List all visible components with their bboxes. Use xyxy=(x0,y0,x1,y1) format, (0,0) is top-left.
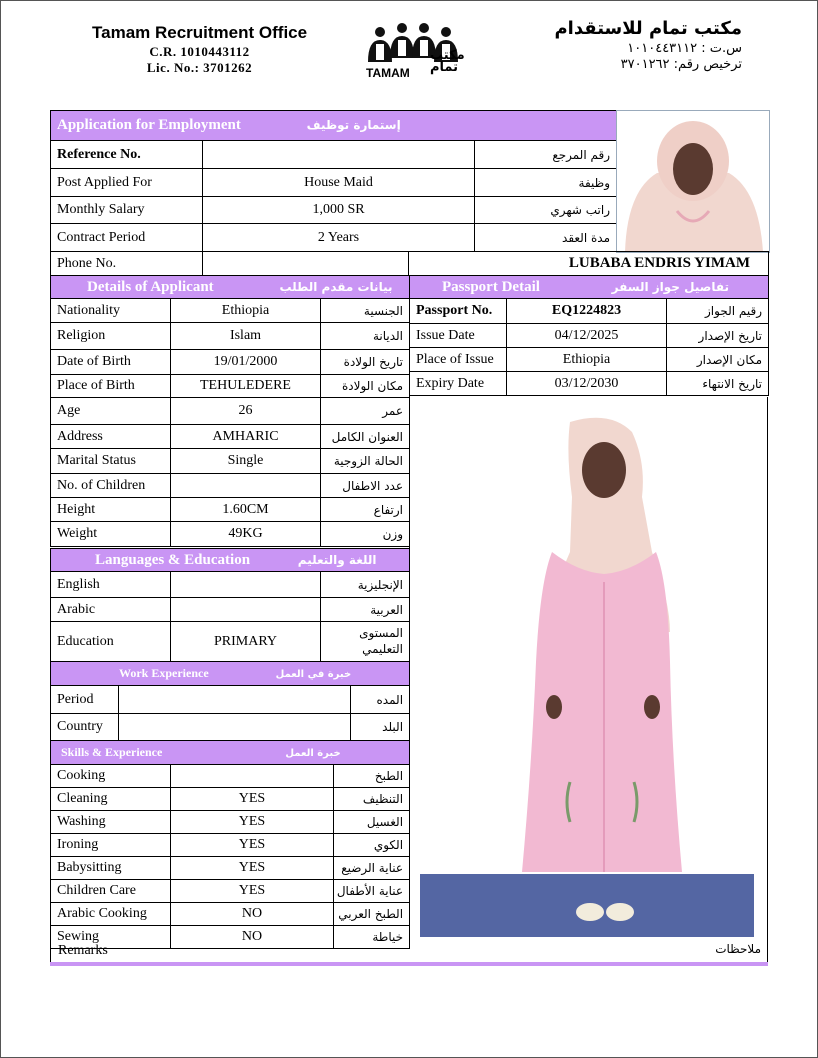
cleaning-label-ar: التنظيف xyxy=(334,788,410,811)
applicant-band xyxy=(51,276,410,299)
english-value xyxy=(171,572,321,598)
company-name-ar: مكتب تمام للاستقدام xyxy=(554,18,742,39)
nationality-value: Ethiopia xyxy=(171,299,321,323)
work-title-en: Work Experience xyxy=(119,666,209,680)
pob-label-ar: مكان الولادة xyxy=(321,375,410,398)
issue-date-value: 04/12/2025 xyxy=(507,324,667,348)
address-value: AMHARIC xyxy=(171,425,321,449)
nationality-label: Nationality xyxy=(51,299,171,323)
skills-title-en: Skills & Experience xyxy=(61,745,163,759)
skills-table xyxy=(50,740,410,949)
company-name-en: Tamam Recruitment Office xyxy=(92,23,308,42)
issue-date-label: Issue Date xyxy=(410,324,507,348)
arabic-cooking-label: Arabic Cooking xyxy=(51,903,171,926)
period-label-ar: المده xyxy=(351,686,410,714)
expiry-date-value: 03/12/2030 xyxy=(507,372,667,396)
application-band xyxy=(51,111,617,141)
address-label: Address xyxy=(51,425,171,449)
cooking-value xyxy=(171,765,334,788)
dob-label: Date of Birth xyxy=(51,350,171,375)
children-care-value: YES xyxy=(171,880,334,903)
languages-title-en: Languages & Education xyxy=(95,551,251,568)
languages-table xyxy=(50,548,410,662)
period-value xyxy=(119,686,351,714)
post-label: Post Applied For xyxy=(51,169,203,197)
children-label-ar: عدد الاطفال xyxy=(321,474,410,498)
sewing-value: NO xyxy=(171,926,334,949)
full-body-photo xyxy=(420,402,754,937)
reference-label: Reference No. xyxy=(51,141,203,169)
company-license-ar: ترخيص رقم: ٣٧٠١٢٦٢ xyxy=(620,56,742,72)
bottom-band xyxy=(50,962,768,966)
ironing-value: YES xyxy=(171,834,334,857)
post-label-ar: وظيفة xyxy=(475,169,617,197)
passport-band xyxy=(410,276,769,299)
children-label: No. of Children xyxy=(51,474,171,498)
country-value xyxy=(119,714,351,741)
education-label: Education xyxy=(51,622,171,662)
period-label: Period xyxy=(51,686,119,714)
applicant-name: LUBABA ENDRIS YIMAM xyxy=(409,252,769,276)
phone-name-row xyxy=(50,251,769,276)
arabic-value xyxy=(171,598,321,622)
washing-label: Washing xyxy=(51,811,171,834)
education-label-ar: المستوى التعليمي xyxy=(321,622,410,662)
company-cr-ar: س.ت : ١٠١٠٤٤٣١١٢ xyxy=(627,40,742,56)
children-care-label: Children Care xyxy=(51,880,171,903)
work-title-ar: خبرة في العمل xyxy=(275,669,352,680)
salary-label: Monthly Salary xyxy=(51,197,203,224)
weight-label-ar: وزن xyxy=(321,522,410,547)
ironing-label: Ironing xyxy=(51,834,171,857)
cleaning-value: YES xyxy=(171,788,334,811)
education-value: PRIMARY xyxy=(171,622,321,662)
height-label: Height xyxy=(51,498,171,522)
sewing-label-ar: خياطة xyxy=(334,926,410,949)
religion-label: Religion xyxy=(51,323,171,350)
dob-label-ar: تاريخ الولادة xyxy=(321,350,410,375)
address-label-ar: العنوان الكامل xyxy=(321,425,410,449)
company-license-en: Lic. No.: 3701262 xyxy=(146,60,253,75)
passport-title-en: Passport Detail xyxy=(442,278,540,295)
salary-label-ar: راتب شهري xyxy=(475,197,617,224)
passport-table xyxy=(409,275,769,396)
height-label-ar: ارتفاع xyxy=(321,498,410,522)
country-label: Country xyxy=(51,714,119,741)
salary-value: 1,000 SR xyxy=(203,197,475,224)
country-label-ar: البلد xyxy=(351,714,410,741)
age-value: 26 xyxy=(171,398,321,425)
age-label: Age xyxy=(51,398,171,425)
applicant-title-ar: بيانات مقدم الطلب xyxy=(279,279,393,294)
place-of-issue-label-ar: مكان الإصدار xyxy=(667,348,769,372)
reference-value xyxy=(203,141,475,169)
application-title-en: Application for Employment xyxy=(57,117,241,133)
logo-arabic-text: مكتب تمام xyxy=(430,48,465,75)
contract-value: 2 Years xyxy=(203,224,475,252)
issue-date-label-ar: تاريخ الإصدار xyxy=(667,324,769,348)
babysitting-label: Babysitting xyxy=(51,857,171,880)
company-logo xyxy=(362,22,484,80)
company-cr-en: C.R. 1010443112 xyxy=(149,44,250,59)
children-value xyxy=(171,474,321,498)
applicant-portrait-photo xyxy=(616,110,770,253)
applicant-title-en: Details of Applicant xyxy=(87,278,214,295)
full-body-image-icon xyxy=(420,402,754,937)
english-label-ar: الإنجليزية xyxy=(321,572,410,598)
work-band xyxy=(51,662,410,686)
religion-label-ar: الديانة xyxy=(321,323,410,350)
phone-value xyxy=(203,252,409,276)
post-value: House Maid xyxy=(203,169,475,197)
babysitting-value: YES xyxy=(171,857,334,880)
cooking-label-ar: الطبخ xyxy=(334,765,410,788)
washing-value: YES xyxy=(171,811,334,834)
application-title-ar: إستمارة توظيف xyxy=(306,118,401,132)
application-table xyxy=(50,110,617,252)
portrait-image-icon xyxy=(617,111,769,252)
children-care-label-ar: عناية الأطفال xyxy=(334,880,410,903)
weight-value: 49KG xyxy=(171,522,321,547)
remarks-row xyxy=(50,940,768,962)
babysitting-label-ar: عناية الرضيع xyxy=(334,857,410,880)
ironing-label-ar: الكوي xyxy=(334,834,410,857)
religion-value: Islam xyxy=(171,323,321,350)
logo-text: TAMAM xyxy=(366,66,410,80)
marital-value: Single xyxy=(171,449,321,474)
age-label-ar: عمر xyxy=(321,398,410,425)
expiry-date-label-ar: تاريخ الانتهاء xyxy=(667,372,769,396)
company-header-ar xyxy=(554,20,742,71)
full-body-photo-area xyxy=(409,397,768,940)
passport-no-label: Passport No. xyxy=(410,299,507,324)
cleaning-label: Cleaning xyxy=(51,788,171,811)
passport-title-ar: تفاصيل جواز السفر xyxy=(611,279,729,294)
contract-label-ar: مدة العقد xyxy=(475,224,617,252)
arabic-cooking-value: NO xyxy=(171,903,334,926)
washing-label-ar: الغسيل xyxy=(334,811,410,834)
skills-band xyxy=(51,741,410,765)
contract-label: Contract Period xyxy=(51,224,203,252)
height-value: 1.60CM xyxy=(171,498,321,522)
marital-label-ar: الحالة الزوجية xyxy=(321,449,410,474)
cooking-label: Cooking xyxy=(51,765,171,788)
applicant-details-table xyxy=(50,275,410,547)
languages-band xyxy=(51,549,410,572)
expiry-date-label: Expiry Date xyxy=(410,372,507,396)
passport-no-value: EQ1224823 xyxy=(507,299,667,324)
passport-no-label-ar: رقيم الجواز xyxy=(667,299,769,324)
remarks-label-ar: ملاحظات xyxy=(715,942,761,956)
place-of-issue-value: Ethiopia xyxy=(507,348,667,372)
marital-label: Marital Status xyxy=(51,449,171,474)
pob-label: Place of Birth xyxy=(51,375,171,398)
arabic-label: Arabic xyxy=(51,598,171,622)
arabic-cooking-label-ar: الطبخ العربي xyxy=(334,903,410,926)
weight-label: Weight xyxy=(51,522,171,547)
languages-title-ar: اللغة والتعليم xyxy=(297,552,377,567)
english-label: English xyxy=(51,572,171,598)
remarks-label: Remarks xyxy=(58,943,108,958)
place-of-issue-label: Place of Issue xyxy=(410,348,507,372)
reference-label-ar: رقم المرجع xyxy=(475,141,617,169)
company-header-en xyxy=(92,24,307,74)
work-experience-table xyxy=(50,661,410,741)
phone-label: Phone No. xyxy=(51,252,203,276)
arabic-label-ar: العربية xyxy=(321,598,410,622)
pob-value: TEHULEDERE xyxy=(171,375,321,398)
skills-title-ar: خبرة العمل xyxy=(285,748,341,759)
sewing-label: Sewing xyxy=(51,926,171,949)
dob-value: 19/01/2000 xyxy=(171,350,321,375)
nationality-label-ar: الجنسية xyxy=(321,299,410,323)
